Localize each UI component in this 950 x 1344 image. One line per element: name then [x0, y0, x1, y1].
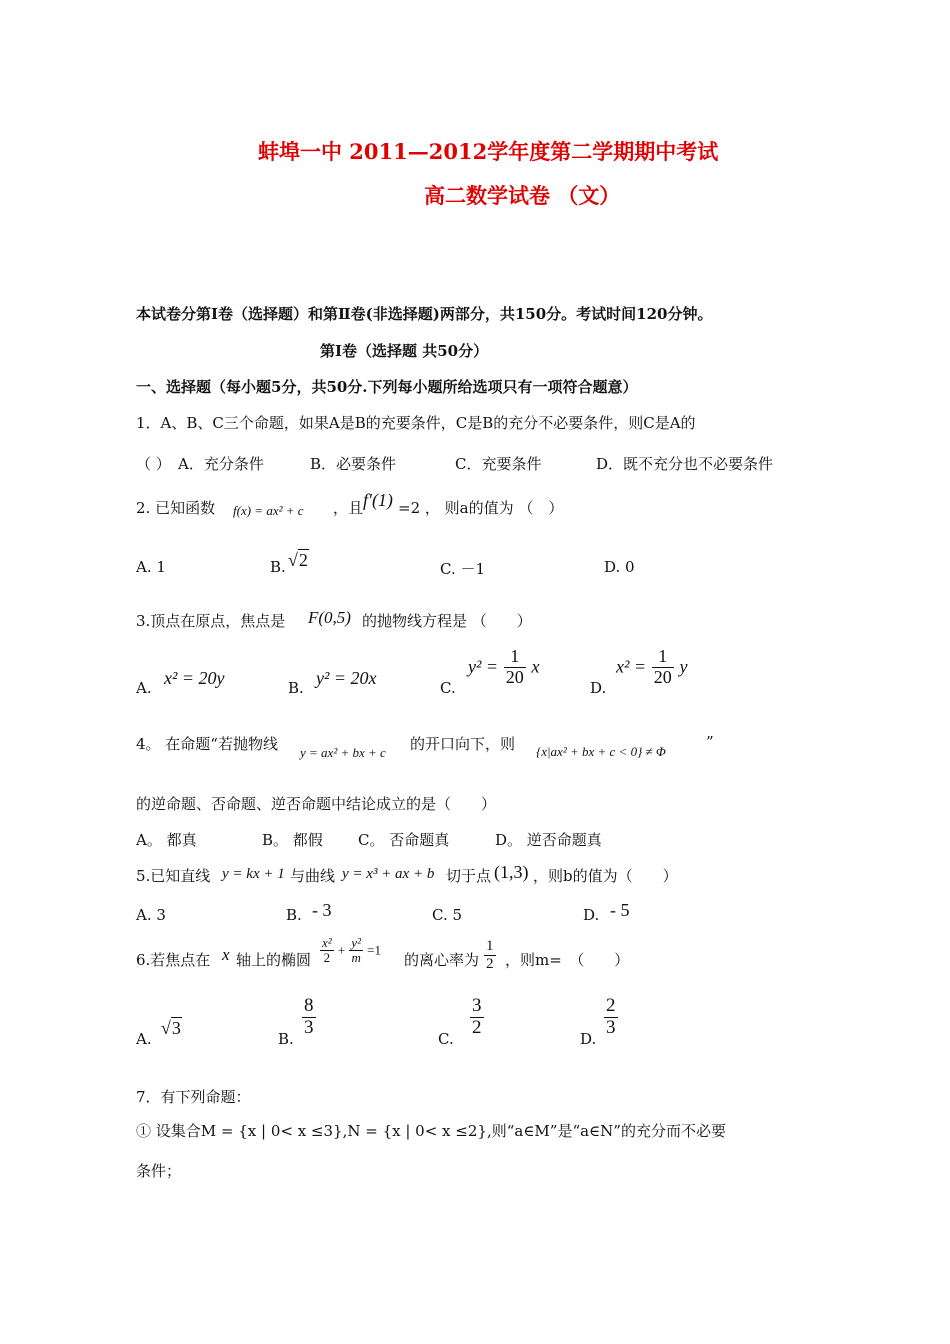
q3-option-c-numerator: 1	[504, 647, 526, 668]
q7-item1-line2: 条件；	[136, 1162, 182, 1180]
q1-option-d: D．既不充分也不必要条件	[596, 455, 774, 473]
q3-option-d-fraction	[652, 647, 674, 688]
q6-stem-suffix: ，则m= （ ）	[505, 951, 630, 969]
q6-option-a-sqrt: √3	[161, 1018, 181, 1038]
q3-focus: F(0,5)	[308, 608, 351, 627]
q4-option-d: D。 逆否命题真	[495, 831, 602, 849]
q3-option-d-lhs: x² =	[616, 656, 647, 677]
q5-line: y = kx + 1	[222, 866, 285, 882]
q4-option-a: A。 都真	[136, 831, 197, 849]
q4-option-b: B。 都假	[262, 831, 323, 849]
q6-option-a-radicand: 3	[171, 1018, 181, 1038]
q1-bracket: （ ）	[136, 455, 171, 473]
part1-heading: 一、选择题（每小题5分，共50分.下列每小题所给选项只有一项符合题意）	[136, 378, 638, 396]
q6-option-d-label: D.	[580, 1030, 597, 1048]
q6-term2-numerator: y²	[351, 935, 361, 950]
q3-option-c-denominator: 20	[505, 666, 524, 687]
q5-stem-mid2: 切于点	[446, 867, 492, 885]
q5-stem-suffix: ，则b的值为（ ）	[533, 867, 678, 885]
q6-stem-mid2: 的离心率为	[404, 951, 480, 969]
q7-item1-line1: ① 设集合M = {x | 0< x ≤3},N = {x | 0< x ≤2},则“a∈M”是“a∈N”的充分而不必要	[136, 1122, 726, 1140]
q3-option-c-label: C.	[440, 679, 456, 697]
q5-option-c: C. 5	[432, 906, 463, 924]
q2-option-b-label: B.	[270, 558, 286, 576]
q6-ellipse-term1	[320, 936, 334, 966]
q1-option-c: C．充要条件	[455, 455, 542, 473]
q3-option-a-label: A.	[136, 679, 152, 697]
q6-option-d-numerator: 2	[606, 995, 616, 1016]
q4-parabola: y = ax² + bx + c	[300, 745, 386, 760]
q3-option-d-denominator: 20	[653, 666, 672, 687]
q6-option-b-numerator: 8	[304, 995, 314, 1016]
exam-title: 蚌埠一中 2011—2012学年度第二学期期中考试	[258, 139, 719, 164]
q1-option-a: A．充分条件	[178, 455, 264, 473]
q4-stem-prefix: 4。 在命题“若抛物线	[136, 735, 278, 753]
q6-option-d-denominator: 3	[606, 1016, 616, 1038]
q3-option-c-lhs: y² =	[468, 656, 499, 677]
q5-option-d-label: D.	[583, 906, 600, 924]
q7-stem: 7．有下列命题：	[136, 1088, 251, 1106]
q6-term1-numerator: x²	[322, 935, 332, 950]
q2-option-c: C. －1	[440, 560, 486, 578]
q3-option-d-value	[616, 647, 688, 688]
q6-option-b-denominator: 3	[304, 1016, 314, 1038]
q3-option-d-numerator: 1	[652, 647, 674, 668]
q2-stem-mid: ，且	[333, 499, 364, 517]
q6-stem-prefix: 6.若焦点在	[136, 951, 211, 969]
q6-option-c-denominator: 2	[472, 1016, 482, 1038]
q2-function: f(x) = ax² + c	[233, 503, 304, 518]
q4-close-quote: ”	[706, 733, 714, 751]
q6-option-b-value	[302, 996, 316, 1039]
q5-stem-prefix: 5.已知直线	[136, 867, 211, 885]
q6-ellipse-equation	[320, 936, 381, 966]
q5-stem-mid1: 与曲线	[290, 867, 336, 885]
q6-eccentricity-denominator: 2	[486, 955, 494, 972]
q4-stem-line2: 的逆命题、否命题、逆否命题中结论成立的是（ ）	[136, 795, 497, 813]
q3-option-d-var: y	[679, 656, 688, 677]
q6-equals-one: =1	[367, 942, 381, 958]
q3-option-b-label: B.	[288, 679, 304, 697]
q6-option-b-label: B.	[278, 1030, 294, 1048]
q2-option-a: A. 1	[136, 558, 166, 576]
q5-point: (1,3)	[494, 862, 529, 882]
exam-subtitle: 高二数学试卷 （文）	[424, 183, 621, 208]
q6-option-d-value	[604, 996, 618, 1039]
q4-option-c: C。 否命题真	[358, 831, 450, 849]
q3-option-c-fraction	[504, 647, 526, 688]
q5-option-b-label: B.	[286, 906, 302, 924]
q3-stem-suffix: 的抛物线方程是 （ ）	[362, 612, 532, 630]
q4-set: {x|ax² + bx + c < 0} ≠ Φ	[536, 744, 666, 759]
q2-option-b-radicand: 2	[298, 550, 308, 570]
q6-option-b-fraction	[302, 996, 316, 1039]
q6-term2-denominator: m	[351, 950, 361, 966]
q2-condition: f′(1)	[363, 490, 393, 510]
section1-title: 第Ⅰ卷（选择题 共50分）	[320, 342, 489, 360]
q3-option-c-value	[468, 647, 540, 688]
q6-option-c-fraction	[470, 996, 484, 1039]
q6-term1-denominator: 2	[323, 950, 331, 966]
q3-option-d-label: D.	[590, 679, 607, 697]
q2-option-d: D. 0	[604, 558, 635, 576]
q5-option-a: A. 3	[136, 906, 166, 924]
q2-stem-prefix: 2. 已知函数	[136, 499, 216, 517]
q6-option-a-label: A.	[136, 1030, 152, 1048]
exam-intro: 本试卷分第Ⅰ卷（选择题）和第Ⅱ卷(非选择题)两部分，共150分。考试时间120分钟。	[136, 305, 713, 323]
q6-stem-mid: 轴上的椭圆	[236, 951, 312, 969]
q2-option-b-sqrt: √2	[288, 550, 308, 570]
q5-curve: y = x³ + ax + b	[342, 866, 435, 882]
q6-option-d-fraction	[604, 996, 618, 1039]
q3-option-a-value: x² = 20y	[164, 668, 225, 688]
q1-option-b: B．必要条件	[310, 455, 397, 473]
q6-eccentricity-numerator: 1	[486, 938, 494, 954]
q6-ellipse-term2	[349, 936, 363, 966]
q6-option-c-label: C.	[438, 1030, 454, 1048]
q6-option-c-numerator: 3	[472, 995, 482, 1016]
q5-option-b-value: - 3	[312, 900, 332, 920]
q6-eccentricity	[484, 938, 496, 972]
q6-axis: x	[222, 945, 230, 964]
q3-stem-prefix: 3.顶点在原点，焦点是	[136, 612, 286, 630]
q4-stem-mid: 的开口向下，则	[410, 735, 516, 753]
q1-stem: 1．A、B、C三个命题，如果A是B的充要条件，C是B的充分不必要条件，则C是A的	[136, 414, 696, 432]
q6-option-c-value	[470, 996, 484, 1039]
q6-eccentricity-fraction	[484, 938, 496, 972]
q3-option-b-value: y² = 20x	[316, 668, 377, 688]
q6-plus: +	[337, 942, 346, 958]
q2-condition-value: =2 ， 则a的值为 （ ）	[398, 499, 564, 517]
q5-option-d-value: - 5	[610, 900, 630, 920]
q3-option-c-var: x	[531, 656, 540, 677]
